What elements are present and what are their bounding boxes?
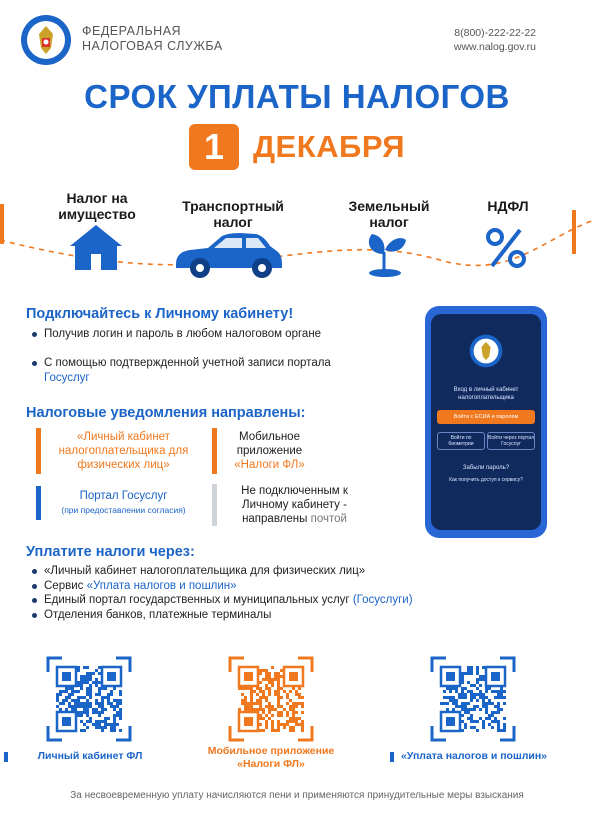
pay-service-link[interactable]: «Уплата налогов и пошлин» bbox=[86, 579, 237, 592]
notification-cabinet: «Личный кабинет налогоплательщика для физических лиц» bbox=[36, 428, 206, 474]
accent-bar bbox=[4, 752, 8, 762]
deadline-month: ДЕКАБРЯ bbox=[252, 129, 406, 164]
tax-property-label: Налог на имущество bbox=[58, 190, 136, 222]
list-item: Единый портал государственных и муниципальных услуг (Госуслуги) bbox=[30, 593, 470, 608]
accent-bar bbox=[390, 752, 394, 762]
fns-emblem-icon bbox=[469, 334, 503, 368]
deadline-date bbox=[0, 124, 594, 170]
qr-code-payment[interactable] bbox=[430, 656, 516, 742]
phone-screen bbox=[431, 314, 541, 530]
percent-icon bbox=[484, 226, 528, 270]
hotline-phone: 8(800)-222-22-22 bbox=[454, 27, 536, 39]
gosuslugi-link[interactable]: (Госуслуги) bbox=[352, 594, 413, 606]
phone-mockup bbox=[425, 306, 547, 538]
deadline-day: 1 bbox=[189, 124, 239, 170]
forgot-password-link[interactable]: Забыли пароль? bbox=[462, 465, 510, 471]
car-icon bbox=[170, 228, 285, 280]
qr-label-payment: «Уплата налогов и пошлин» bbox=[400, 750, 548, 762]
left-accent-bar bbox=[0, 204, 4, 244]
cabinet-heading: Подключайтесь к Личному кабинету! bbox=[26, 306, 294, 322]
qr-code-cabinet[interactable] bbox=[46, 656, 132, 742]
sprout-icon bbox=[360, 228, 410, 278]
org-line-1: ФЕДЕРАЛЬНАЯ bbox=[82, 24, 182, 38]
list-item: С помощью подтвержденной учетной записи портала Госуслуг bbox=[30, 356, 394, 386]
cabinet-list bbox=[30, 327, 394, 386]
tax-ndfl-label: НДФЛ bbox=[487, 198, 529, 214]
gosuslugi-link[interactable]: Госуслуг bbox=[44, 372, 90, 384]
house-icon bbox=[66, 222, 126, 272]
org-line-2: НАЛОГОВАЯ СЛУЖБА bbox=[82, 39, 223, 53]
list-item: Отделения банков, платежные терминалы bbox=[30, 608, 470, 623]
fns-emblem-icon bbox=[20, 14, 72, 66]
page-title: СРОК УПЛАТЫ НАЛОГОВ bbox=[84, 78, 510, 115]
esia-login-button[interactable]: Войти с ЕСИА и паролем bbox=[437, 410, 535, 424]
list-item: «Личный кабинет налогоплательщика для физических лиц» bbox=[30, 564, 470, 579]
footer-warning: За несвоевременную уплату начисляются пени и применяются принудительные меры взыскания bbox=[70, 790, 524, 801]
contacts bbox=[454, 26, 536, 54]
list-item: Сервис «Уплата налогов и пошлин» bbox=[30, 579, 470, 594]
org-name bbox=[82, 24, 223, 54]
notification-mail: Не подключенным к Личному кабинету - направлены почтой bbox=[212, 484, 372, 526]
right-accent-bar bbox=[572, 210, 576, 254]
qr-code-app[interactable] bbox=[228, 656, 314, 742]
tax-land-label: Земельный налог bbox=[348, 198, 430, 230]
access-help-link[interactable]: Как получить доступ к сервису? bbox=[449, 477, 523, 483]
notifications-heading: Налоговые уведомления направлены: bbox=[26, 405, 306, 421]
gosuslugi-login-button[interactable]: Войти через портал Госуслуг bbox=[487, 432, 535, 450]
login-title: Вход в личный кабинет налогоплательщика bbox=[453, 387, 519, 401]
notification-app: Мобильное приложение «Налоги ФЛ» bbox=[212, 428, 322, 474]
qr-label-app: Мобильное приложение «Налоги ФЛ» bbox=[207, 745, 335, 770]
pay-heading: Уплатите налоги через: bbox=[26, 544, 195, 560]
pay-list bbox=[30, 564, 470, 622]
qr-label-cabinet: Личный кабинет ФЛ bbox=[37, 750, 143, 762]
biometry-login-button[interactable]: Войти по биометрии bbox=[437, 432, 485, 450]
website-link[interactable]: www.nalog.gov.ru bbox=[453, 41, 536, 53]
notification-gosuslugi: Портал Госуслуг (при предоставлении согласия) bbox=[36, 486, 206, 520]
tax-transport-label: Транспортный налог bbox=[182, 198, 284, 230]
list-item: Получив логин и пароль в любом налоговом органе bbox=[30, 327, 394, 342]
